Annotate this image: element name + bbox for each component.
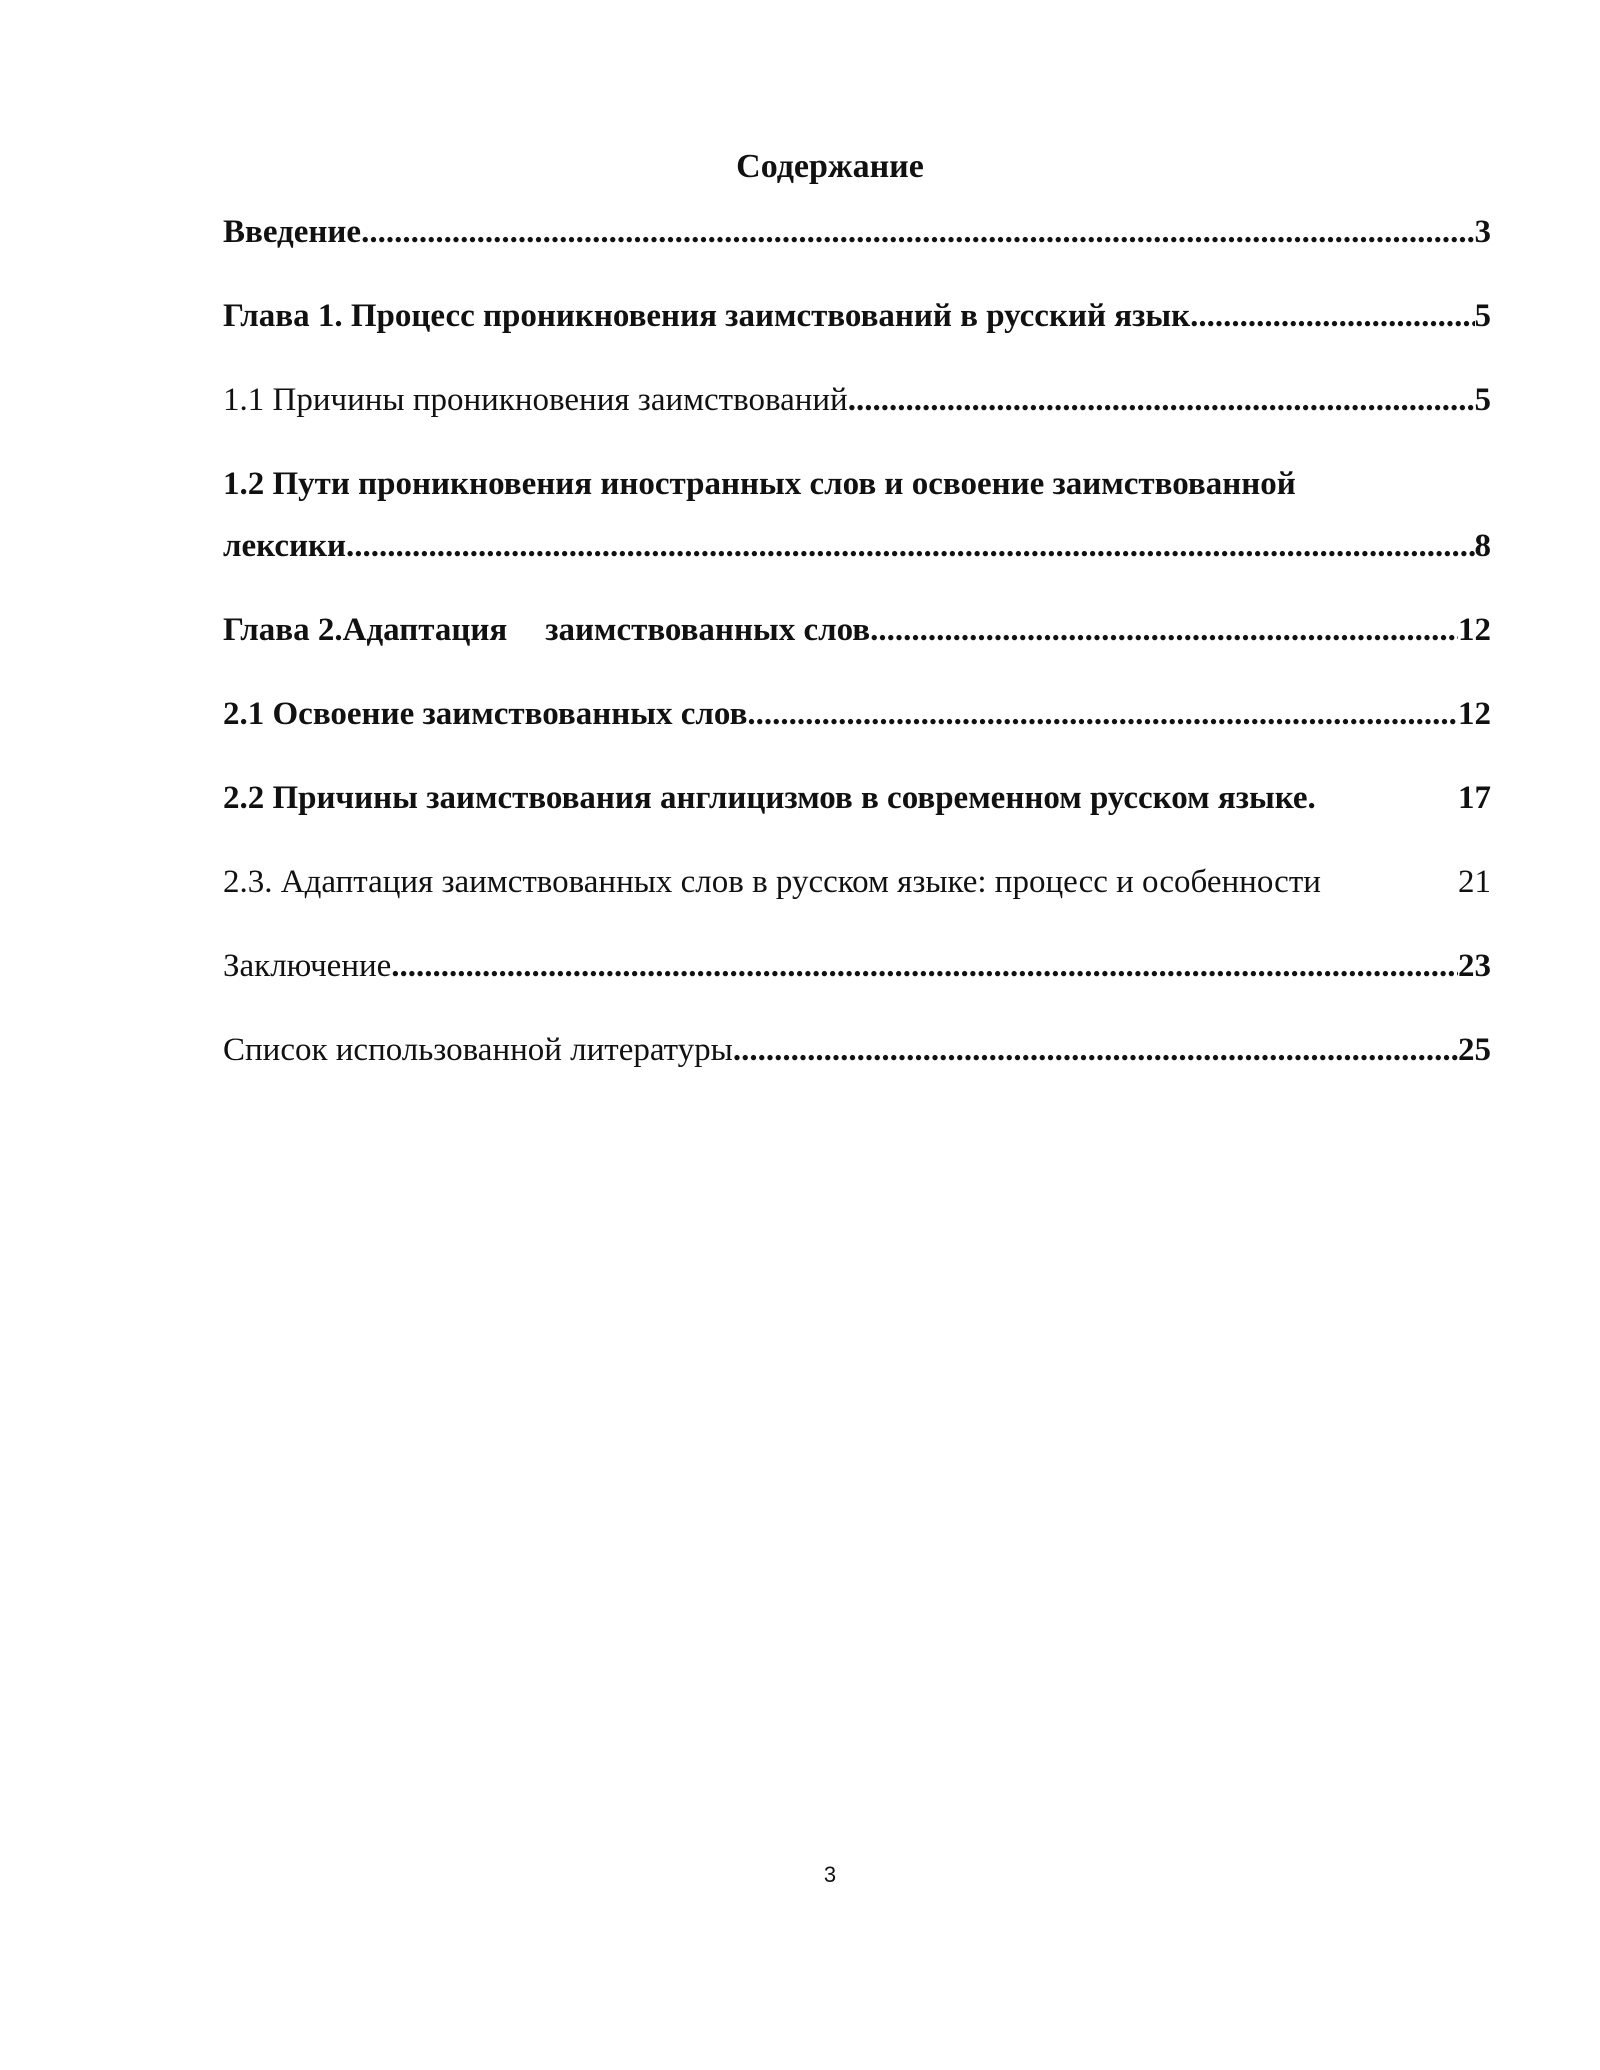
dot-leader [346,524,1474,568]
page-number: 3 [823,1862,837,1887]
dot-leader [848,378,1475,422]
toc-entry-references[interactable] [223,1028,1491,1072]
toc-entry-page: 3 [1474,214,1491,250]
toc-entry-chapter-2[interactable] [223,608,1491,652]
table-of-contents [223,210,1491,1112]
toc-entry-page: 17 [1458,780,1491,816]
toc-entry-text-line-2: лексики [223,528,347,564]
toc-entry-section-2-3[interactable] [223,860,1491,904]
toc-entry-text: Глава 1. Процесс проникновения заимствований в русский язык [223,298,1191,334]
toc-entry-text: 1.1 Причины проникновения заимствований [223,382,848,418]
toc-entry-page: 12 [1458,696,1491,732]
dot-leader [1190,294,1474,338]
toc-entry-page: 8 [1474,528,1491,564]
toc-entry-text: 2.2 Причины заимствования англицизмов в современном русском языке. [223,780,1316,816]
dot-leader [391,944,1458,988]
dot-leader [747,692,1458,736]
toc-entry-line-2 [223,524,1491,568]
toc-entry-page: 23 [1458,948,1491,984]
toc-entry-page: 21 [1458,864,1491,900]
toc-entry-text: Список использованной литературы [223,1032,733,1068]
dot-leader [870,608,1458,652]
toc-entry-conclusion[interactable] [223,944,1491,988]
toc-entry-page: 5 [1474,382,1491,418]
toc-entry-text-part-a: Глава 2.Адаптация [223,612,508,648]
toc-entry-text-part-b: заимствованных слов [545,612,871,648]
dot-leader [733,1028,1458,1072]
toc-entry-page: 25 [1458,1032,1491,1068]
toc-entry-text [223,608,870,652]
toc-entry-section-2-2[interactable] [223,776,1491,820]
toc-entry-text: Заключение [223,948,392,984]
toc-entry-text-line-1: 1.2 Пути проникновения иностранных слов и освоение заимствованной [223,466,1296,502]
dot-leader [361,210,1474,254]
toc-entry-text: 2.1 Освоение заимствованных слов [223,696,748,732]
toc-entry-text: Введение [223,214,362,250]
toc-title: Содержание [736,148,924,185]
toc-entry-section-1-2[interactable] [223,462,1491,568]
toc-entry-section-1-1[interactable] [223,378,1491,422]
toc-entry-page: 5 [1474,298,1491,334]
toc-entry-section-2-1[interactable] [223,692,1491,736]
toc-entry-introduction[interactable] [223,210,1491,254]
toc-entry-text: 2.3. Адаптация заимствованных слов в русском языке: процесс и особенности [223,864,1321,900]
toc-entry-page: 12 [1458,612,1491,648]
toc-entry-chapter-1[interactable] [223,294,1491,338]
